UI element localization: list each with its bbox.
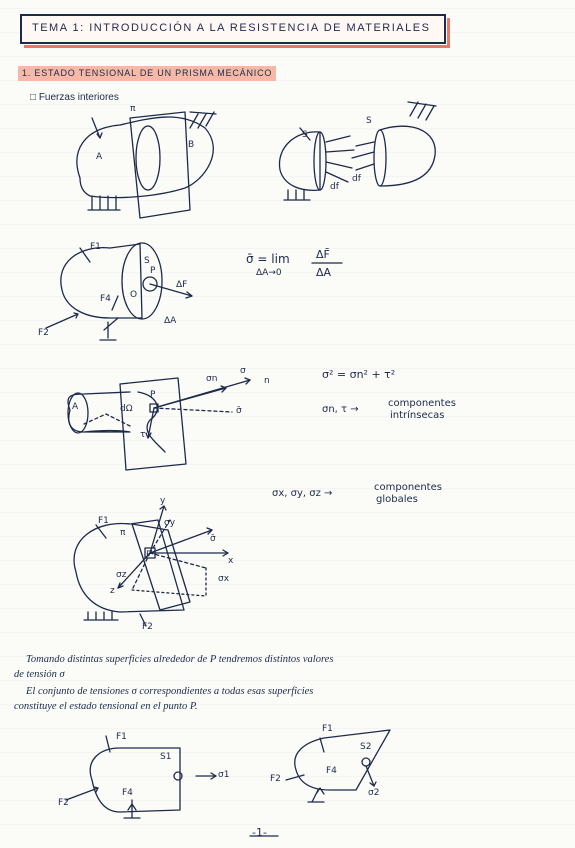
fig5-label-sigma-bar: σ̄ <box>210 534 216 544</box>
fig1-label-b: B <box>188 140 195 150</box>
equation-intrinsic-lhs: σn, τ → <box>322 404 359 415</box>
fig5-label-p: P <box>146 550 152 560</box>
fig6-label-f4: F4 <box>122 788 133 798</box>
fig6-body <box>66 736 216 818</box>
fig3-label-da: ΔA <box>164 316 177 326</box>
equation-global-rhs-2: globales <box>376 494 418 505</box>
fig7-label-f4: F4 <box>326 766 337 776</box>
page-title: TEMA 1: INTRODUCCIÓN A LA RESISTENCIA DE MATERIALES <box>32 22 431 34</box>
fig3-label-o: O <box>130 290 138 300</box>
fig5-label-sigma-z: σz <box>116 570 127 580</box>
formula-limit-subscript: ΔA→0 <box>256 268 282 278</box>
fig2-label-df-left: df <box>330 182 339 192</box>
fig6-label-f2: F2 <box>58 798 69 808</box>
fig5-label-x: x <box>228 556 234 566</box>
formula-lhs: σ̄ = lim <box>246 252 290 266</box>
fig4-label-sigma-n: σn <box>206 374 218 384</box>
equation-global-rhs-1: componentes <box>374 482 442 493</box>
fig4-body <box>68 378 250 470</box>
fig5-label-f1: F1 <box>98 516 109 526</box>
equation-intrinsic-rhs-2: intrínsecas <box>390 410 445 421</box>
fig5-label-f2: F2 <box>142 622 153 632</box>
fig6-label-s1: S1 <box>160 752 172 762</box>
equation-global-lhs: σx, σy, σz → <box>272 488 333 499</box>
fig5-label-sigma-x: σx <box>218 574 230 584</box>
fig3-label-s: S <box>144 256 150 266</box>
fig3-label-p: P <box>150 266 156 276</box>
fig4-label-p: P <box>150 390 156 400</box>
fig5-label-y: y <box>160 496 166 506</box>
fig2-label-s-left: S <box>302 130 308 140</box>
paragraph-line-1: Tomando distintas superficies alrededor de P tendremos distintos valores <box>26 654 334 665</box>
fig6-label-f1: F1 <box>116 732 127 742</box>
fig7-label-f1: F1 <box>322 724 333 734</box>
fig5-label-pi: π <box>120 528 126 538</box>
fig4-label-sigma: σ <box>240 366 246 376</box>
fig1-body <box>77 112 216 218</box>
fig6-label-sigma1: σ1 <box>218 770 230 780</box>
fig4-label-tau: τ <box>140 430 146 440</box>
fig4-label-a: A <box>72 402 79 412</box>
fig4-label-n: n <box>264 376 270 386</box>
fig5-label-sigma-y: σy <box>164 518 176 528</box>
fig2-separated <box>279 102 436 200</box>
formula-numerator: ΔF̄ <box>316 248 330 261</box>
bullet-heading: □ Fuerzas interiores <box>30 92 119 103</box>
fig2-label-df-right: df <box>352 174 361 184</box>
paragraph-line-3: El conjunto de tensiones σ correspondientes a todas esas superficies <box>26 686 314 697</box>
section-heading: 1. ESTADO TENSIONAL DE UN PRISMA MECÁNICO <box>18 66 276 81</box>
fig1-label-pi: π <box>130 104 136 114</box>
fig7-label-s2: S2 <box>360 742 372 752</box>
formula-denominator: ΔA <box>316 266 332 279</box>
fig7-label-sigma2: σ2 <box>368 788 380 798</box>
fig1-label-a: A <box>96 152 103 162</box>
fig3-label-df: ΔF <box>176 280 188 290</box>
fig3-label-f1: F1 <box>90 242 101 252</box>
fig5-label-z: z <box>110 586 115 596</box>
equation-sigma-squared: σ² = σn² + τ² <box>322 368 396 381</box>
fig4-label-sigma-bar: σ̄ <box>236 406 242 416</box>
equation-intrinsic-rhs-1: componentes <box>388 398 456 409</box>
fig4-label-domega: dΩ <box>120 404 133 414</box>
paragraph-line-4: constituye el estado tensional en el punto P. <box>14 701 198 712</box>
fig3-label-f2: F2 <box>38 328 49 338</box>
fig3-label-f4: F4 <box>100 294 111 304</box>
paragraph-line-2: de tensión σ <box>14 669 65 680</box>
page-number: -1- <box>252 826 267 839</box>
fig7-label-f2: F2 <box>270 774 281 784</box>
fig2-label-s-right: S <box>366 116 372 126</box>
